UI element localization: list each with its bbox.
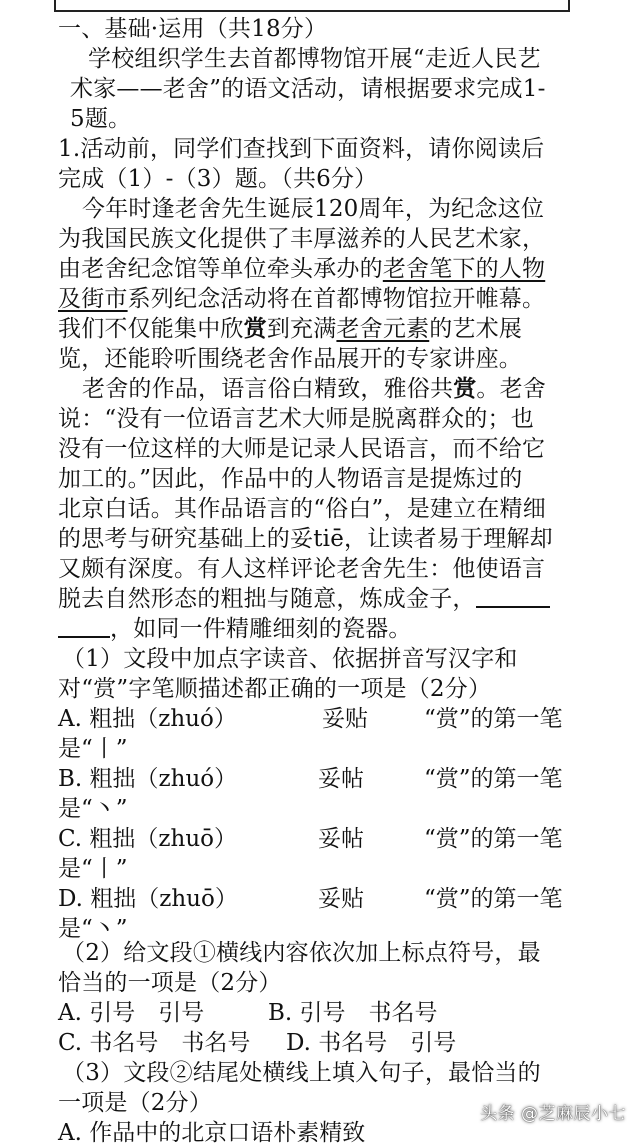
fill-blank-line-1	[476, 604, 550, 608]
section-heading: 一、基础·运用（共18分）	[58, 16, 328, 42]
intro-line-3: 5题。	[70, 106, 132, 132]
passage1-line-3	[58, 254, 545, 284]
sub3-stem-line-2: 一项是（2分）	[58, 1090, 213, 1116]
passage2-line-1-text-a: 老舍的作品，语言俗白精致，雅俗共	[82, 376, 454, 402]
passage2-line-9	[58, 614, 412, 644]
passage1-line-3-text: 由老舍纪念馆等单位牵头承办的	[58, 256, 383, 282]
passage1-line-1: 今年时逢老舍先生诞辰120周年，为纪念这位	[82, 196, 545, 222]
sub2-stem-line-1: （2）给文段①横线内容依次加上标点符号，最	[62, 940, 541, 966]
passage2-line-8-text: 脱去自然形态的粗拙与随意，炼成金子，	[58, 586, 476, 612]
sub1-option-d-cont: 是“丶”	[58, 916, 128, 942]
intro-line-2: 术家——老舍”的语文活动，请根据要求完成1-	[70, 76, 546, 102]
sub1-option-d-word: D. 粗拙（zhuō）	[58, 886, 238, 912]
q1-header-line-2: 完成（1）-（3）题。（共6分）	[58, 166, 378, 192]
sub1-option-a-stroke: “赏”的第一笔	[424, 706, 563, 732]
passage1-line-2: 为我国民族文化提供了丰厚滋养的人民艺术家，	[58, 226, 546, 252]
passage2-line-8	[58, 584, 550, 614]
fill-blank-line-2	[58, 634, 110, 638]
passage1-line-4-text: 系列纪念活动将在首都博物馆拉开帷幕。	[127, 286, 546, 312]
table-frame-edge	[54, 0, 570, 12]
sub1-option-a-tie: 妥贴	[322, 706, 368, 732]
sub1-option-a-word: A. 粗拙（zhuó）	[58, 706, 237, 732]
q1-header-line-1: 1.活动前，同学们查找到下面资料，请你阅读后	[58, 136, 545, 162]
sub1-stem-line-2: 对“赏”字笔顺描述都正确的一项是（2分）	[58, 676, 492, 702]
sub1-option-c-stroke: “赏”的第一笔	[424, 826, 563, 852]
passage2-line-2: 说：“没有一位语言艺术大师是脱离群众的；也	[58, 406, 534, 432]
underlined-phrase-2: 老舍元素	[336, 316, 430, 342]
sub3-option-a-partial: A. 作品中的北京口语朴素精致	[58, 1120, 366, 1146]
intro-line-1: 学校组织学生去首都博物馆开展“走近人民艺	[88, 46, 541, 72]
passage2-line-6: 的思考与研究基础上的妥tiē，让读者易于理解却	[58, 526, 553, 552]
dotted-char-shang-1: 赏	[243, 315, 267, 342]
sub1-option-b-cont: 是“丶”	[58, 796, 128, 822]
sub2-option-a: A. 引号 引号	[58, 1000, 205, 1026]
sub2-option-c: C. 书名号 书名号	[58, 1030, 251, 1056]
passage1-line-6: 览，还能聆听围绕老舍作品展开的专家讲座。	[58, 346, 522, 372]
watermark: 头条 @芝麻辰小七	[480, 1104, 626, 1124]
sub1-option-b-stroke: “赏”的第一笔	[424, 766, 563, 792]
dotted-char-shang-2: 赏	[453, 375, 477, 402]
sub1-stem-line-1: （1）文段中加点字读音、依据拼音写汉字和	[62, 646, 518, 672]
passage2-line-1-text-b: 。老舍	[476, 376, 547, 402]
sub1-option-b-tie: 妥帖	[318, 766, 364, 792]
sub2-stem-line-2: 恰当的一项是（2分）	[58, 970, 282, 996]
passage1-line-5	[58, 314, 522, 344]
passage2-line-1	[82, 374, 546, 404]
sub1-option-d-stroke: “赏”的第一笔	[424, 886, 563, 912]
passage1-line-5-text-c: 的艺术展	[429, 316, 523, 342]
underlined-phrase-1b: 及街市	[58, 286, 128, 312]
passage1-line-5-text-a: 我们不仅能集中欣	[58, 316, 244, 342]
sub1-option-c-word: C. 粗拙（zhuō）	[58, 826, 237, 852]
sub2-option-b: B. 引号 书名号	[268, 1000, 438, 1026]
passage1-line-4	[58, 284, 545, 314]
sub1-option-a-cont: 是“丨”	[58, 736, 128, 762]
sub2-option-d: D. 书名号 引号	[286, 1030, 457, 1056]
passage2-line-3: 没有一位这样的大师是记录人民语言，而不给它	[58, 436, 546, 462]
sub1-option-b-word: B. 粗拙（zhuó）	[58, 766, 238, 792]
sub1-option-c-tie: 妥帖	[318, 826, 364, 852]
passage2-line-5: 北京白话。其作品语言的“俗白”，是建立在精细	[58, 496, 546, 522]
sub1-option-d-tie: 妥贴	[318, 886, 364, 912]
passage2-line-9-text: ，如同一件精雕细刻的瓷器。	[110, 616, 412, 642]
sub1-option-c-cont: 是“丨”	[58, 856, 128, 882]
passage1-line-5-text-b: 到充满	[266, 316, 337, 342]
passage2-line-7: 又颇有深度。有人这样评论老舍先生：他使语言	[58, 556, 546, 582]
passage2-line-4: 加工的。”因此，作品中的人物语言是提炼过的	[58, 466, 523, 492]
underlined-phrase-1a: 老舍笔下的人物	[382, 256, 546, 282]
sub3-stem-line-1: （3）文段②结尾处横线上填入句子，最恰当的	[62, 1060, 541, 1086]
